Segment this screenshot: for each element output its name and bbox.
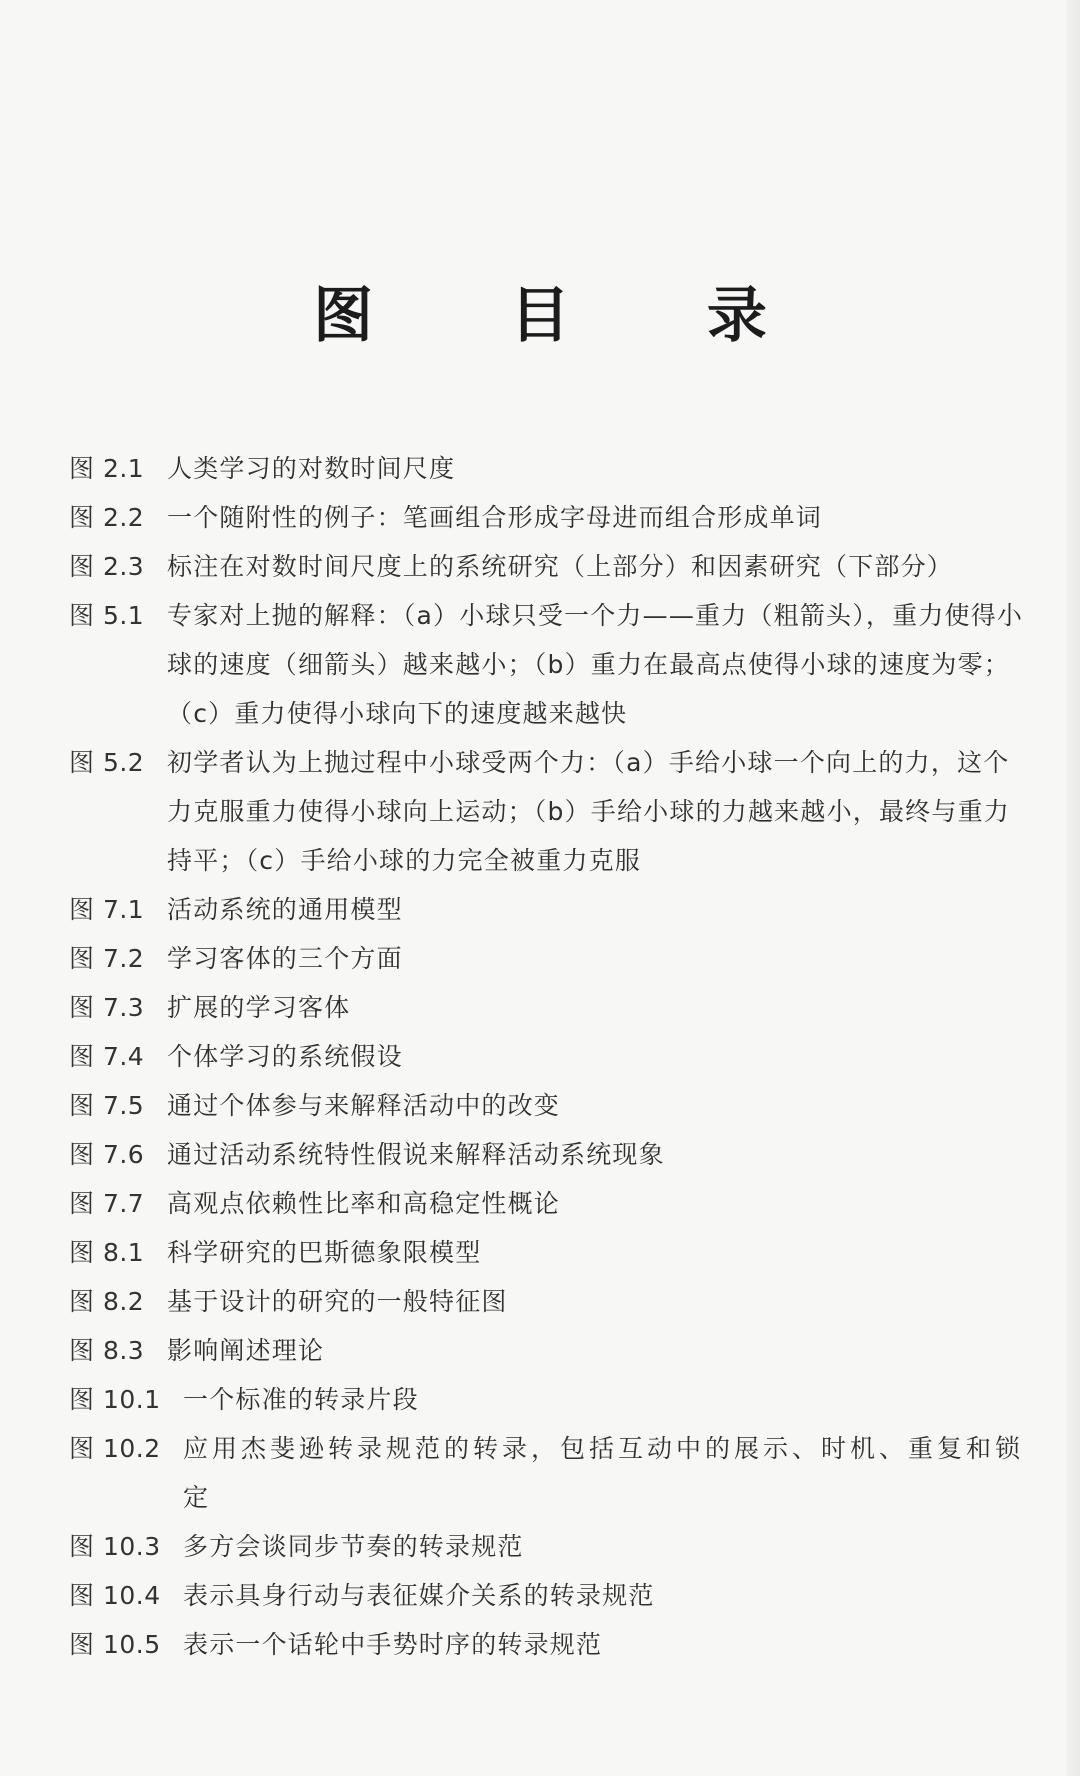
list-item (0, 934, 1080, 983)
list-item (0, 1620, 1080, 1669)
figure-number: 图 8.3 (69, 1336, 145, 1365)
list-item (0, 1522, 1080, 1571)
list-item (0, 1032, 1080, 1081)
figure-caption: 人类学习的对数时间尺度 (167, 454, 456, 483)
figure-number: 图 10.1 (69, 1385, 161, 1414)
figure-number: 图 2.3 (69, 552, 145, 581)
list-item (0, 1424, 1080, 1522)
list-item (0, 1228, 1080, 1277)
figure-caption: 通过个体参与来解释活动中的改变 (167, 1091, 561, 1120)
figure-number: 图 2.2 (69, 503, 145, 532)
figure-caption: 表示具身行动与表征媒介关系的转录规范 (183, 1581, 655, 1610)
figure-number: 图 7.7 (69, 1189, 145, 1218)
figure-number: 图 7.6 (69, 1140, 145, 1169)
figure-caption: 一个标准的转录片段 (183, 1385, 419, 1414)
figure-caption: 基于设计的研究的一般特征图 (167, 1287, 508, 1316)
figure-number: 图 7.2 (69, 944, 145, 973)
figure-number: 图 10.3 (69, 1532, 161, 1561)
figure-caption: 通过活动系统特性假说来解释活动系统现象 (167, 1140, 665, 1169)
figure-number: 图 5.1 (69, 601, 145, 630)
list-item (0, 738, 1080, 885)
figure-number: 图 10.4 (69, 1581, 161, 1610)
figure-number: 图 7.5 (69, 1091, 145, 1120)
list-item (0, 885, 1080, 934)
figure-number: 图 2.1 (69, 454, 145, 483)
list-item (0, 1571, 1080, 1620)
figure-caption: 影响阐述理论 (167, 1336, 325, 1365)
figure-number: 图 8.1 (69, 1238, 145, 1267)
list-item (0, 493, 1080, 542)
figure-number: 图 10.5 (69, 1630, 161, 1659)
figure-caption: 高观点依赖性比率和高稳定性概论 (167, 1189, 561, 1218)
page-title: 图 目 录 (313, 281, 825, 351)
figure-caption: 应用杰斐逊转录规范的转录，包括互动中的展示、时机、重复和锁定 (183, 1434, 1025, 1512)
list-item (0, 591, 1080, 738)
figure-number: 图 8.2 (69, 1287, 145, 1316)
figure-caption: 个体学习的系统假设 (167, 1042, 403, 1071)
figure-caption: 科学研究的巴斯德象限模型 (167, 1238, 482, 1267)
figure-caption: 一个随附性的例子：笔画组合形成字母进而组合形成单词 (167, 503, 823, 532)
figure-number: 图 7.1 (69, 895, 145, 924)
figure-caption: 扩展的学习客体 (167, 993, 351, 1022)
figure-caption: 专家对上抛的解释：（a）小球只受一个力——重力（粗箭头），重力使得小球的速度（细箭头）越来越小；（b）重力在最高点使得小球的速度为零；（c）重力使得小球向下的速度越来越快 (167, 601, 1024, 728)
figure-caption: 初学者认为上抛过程中小球受两个力：（a）手给小球一个向上的力，这个力克服重力使得小球向上运动；（b）手给小球的力越来越小，最终与重力持平；（c）手给小球的力完全被重力克服 (167, 748, 1010, 875)
list-item (0, 444, 1080, 493)
figure-number: 图 7.4 (69, 1042, 145, 1071)
figure-number: 图 10.2 (69, 1434, 161, 1463)
list-item (0, 1130, 1080, 1179)
figure-list (0, 444, 1080, 1669)
list-item (0, 542, 1080, 591)
list-item (0, 1277, 1080, 1326)
list-item (0, 1326, 1080, 1375)
figure-number: 图 5.2 (69, 748, 145, 777)
list-item (0, 1375, 1080, 1424)
list-item (0, 1081, 1080, 1130)
figure-caption: 多方会谈同步节奏的转录规范 (183, 1532, 524, 1561)
figure-caption: 活动系统的通用模型 (167, 895, 403, 924)
list-item (0, 983, 1080, 1032)
list-item (0, 1179, 1080, 1228)
figure-number: 图 7.3 (69, 993, 145, 1022)
figure-caption: 表示一个话轮中手势时序的转录规范 (183, 1630, 603, 1659)
figure-caption: 学习客体的三个方面 (167, 944, 403, 973)
figure-caption: 标注在对数时间尺度上的系统研究（上部分）和因素研究（下部分） (167, 552, 954, 581)
